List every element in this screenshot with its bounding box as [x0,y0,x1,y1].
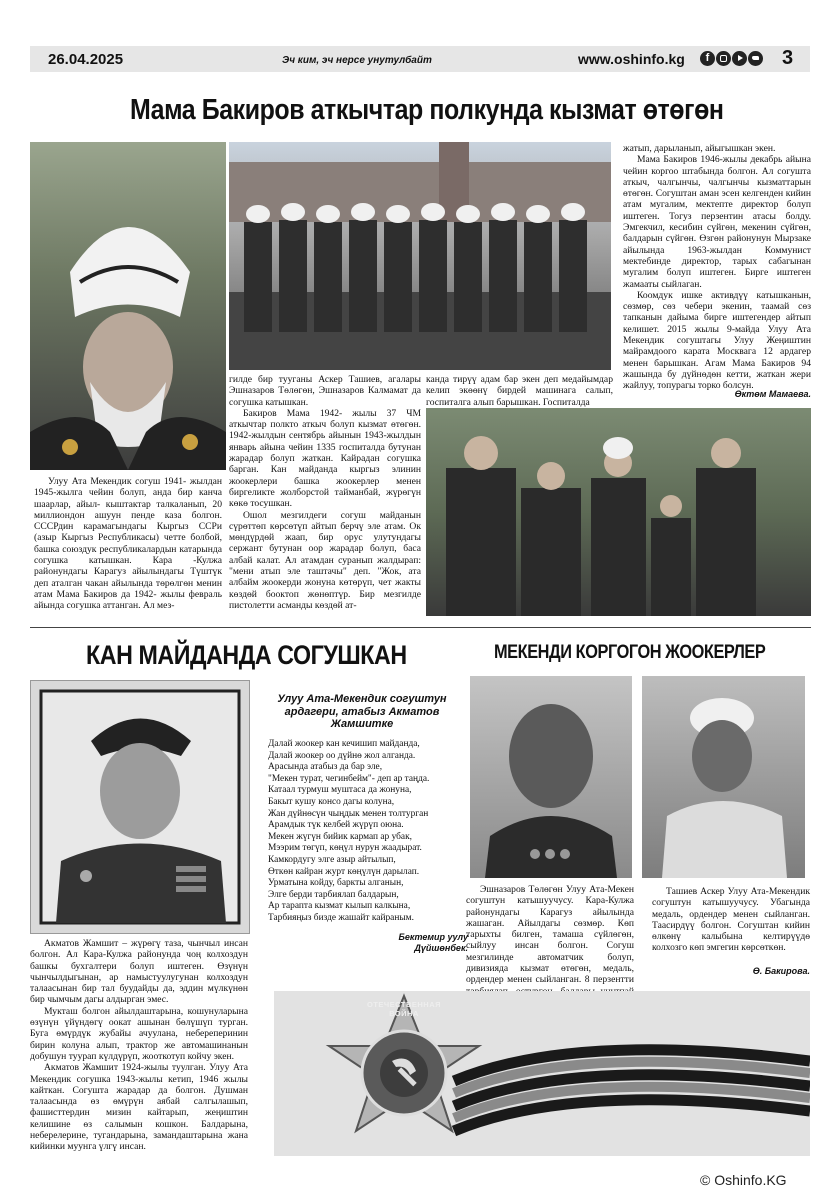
eshnazarov-portrait-photo [470,676,632,878]
article1-signature: Өктөм Мамаева. [734,389,811,399]
issue-date: 26.04.2025 [48,51,124,68]
poem-line: Бакыт кушу консо дагы колуна, [268,796,395,807]
article2-title: КАН МАЙДАНДА СОГУШКАН [86,640,407,670]
page-number: 3 [782,47,794,69]
poem-line: Арамдык түк келбей жүрүп оюна. [268,820,404,831]
article1-col1: Улуу Ата Мекендик согуш 1941- жылдан 1945-жылга чейин болуп, анда бир канча шаарлар, айыл- кыштактар талкаланып, 20 миллиондон ашуун пенде каза болгон. СССРдин карамагындагы Кыргыз ССРи (азыр Кыргыз Республикасы) четте болбой, башка союздук республикалардын катарында согушка катышкан. Кара -Кулжа районундагы Карагуз айылындагы Түштүк деп аталган чакан айылында төрөлгөн менин атам Мама Бакиров да 1942- жылы февраль айында согушка аттанган. Ал мез- [34,476,222,612]
article3-signature: Ө. Бакирова. [752,966,810,976]
poem-line: Ар тарапта кызмат кылып калкына, [268,901,411,912]
poem-line: Тарбияңыз бизде жашайт кайраным. [268,912,414,923]
slogan: Эч ким, эч нерсе унутулбайт [282,55,432,66]
poem-body [268,739,468,925]
instagram-icon[interactable] [716,51,731,66]
paragraph: Акматов Жамшит 1924-жылы туулган. Улуу Ата Мекендик согушка 1943-жылы кетип, 1946 жылы кайткан. Согушта жарадар да болгон. Душман талаасында өз өмүрүн аябай салгылашып, фашисттердин мизин кайтарып, жеңиштин келишине өз салымын кошкон. Балдарына, неберелерине, тугандарына, замандаштарына жана кийинки муунга үлгү инсан. [30,1062,248,1153]
paragraph: жатып, дарыланып, айыгышкан экен. [623,143,776,154]
poem-line: Урматына койду, баркты алганын, [268,878,404,889]
emblem-text: ОТЕЧЕСТВЕННАЯ ВОЙНА [366,1000,442,1018]
poem-line: Мээрим төгүп, көңүл нурун жаадырат. [268,843,422,854]
site-url[interactable]: www.oshinfo.kg [578,51,685,67]
veterans-group-moscow-photo [229,142,611,370]
poem-line: Өткөн кайран журт көңүлүн дарылап. [268,866,420,877]
paragraph: Коомдук ишке активдүү катышканын, сөзмөр, сөз чебери экенин, таамай сөз тапканын дайыма бирге иштегендер айтып келишет. 2015 жылы 9-майда Улуу Ата Мекендик согуштагы Улуу Жеңиштин майрамдоого карата Москвага 12 ардагер менен барышкан. Агам Мама Бакиров 94 жашында бу дүйнөдөн кетти, жаткан жери жайлуу, топурагы торко болсун. [623,289,811,392]
paragraph: Бакиров Мама 1942- жылы 37 ЧМ аткычтар полкто аткыч болуп кызмат өтөгөн. 1942-жылдын сентябрь айынын 1943-жылдын январь айына чейин 1335 госпиталда бутунан жарадар болуп жаткан. Кайрадан согушка барган. Кан майданда кыргыз элинин жоокерлери башка жоокерлер менен биргеликте жолборстой тайманбай, жүрөгүн көкө тосушкан. [229,407,421,510]
poem-line: Далай жоокер кан кечишип майданда, [268,739,420,749]
article1-title: Мама Бакиров аткычтар полкунда кызмат өтөгөн [130,94,724,126]
poem-line: Арасында атабыз да бар эле, [268,762,383,773]
article2-caption [30,938,248,1153]
poem-title: Улуу Ата-Мекендик согуштун ардагери, атабыз Акматов Жамшитке [277,693,447,730]
section-divider [30,627,811,628]
paragraph: гилде бир тууганы Аскер Ташиев, агалары Эшназаров Төлөгөн, Эшназаров Калмамат да согушка катышкан. [229,374,421,408]
paragraph: Мукташ болгон айылдаштарына, кошунуларына өзүнүн үйүндөгү оокат ашынан бөлүшүп турган. Буга өмүрдүк жубайы ачуулана, небереперинин бирин колуна алып, трактор же автомашинанын добушун туурап күлдүрүп, жооткотуп койчу экен. [30,1005,248,1062]
paragraph: Ошол мезгилдеги согуш майданын сүрөттөп көрсөтүп айтып берчү эле атам. Ок мөндүрдөй жаап, бир орус улутундагы сержант бутунан оор жарадар болуп, баса албай калат. Ал атамдан суранып жалдырап: "мени атып эле таштачы" деп. "Жок, ата албайм жоокерди жонуна көтөрүп, чет жакты көздөй бооктоп жөнөптүр. Бир мезгилде пистолетти асманды көздөй ат- [229,509,421,611]
poem-line: Жан дүйнөсүн чыңдык менен толтурган [268,808,429,819]
poem-signature-line1: Бектемир уулу [398,932,468,942]
poem-line: Катаал турмуш муштаса да жонуна, [268,785,412,796]
family-with-veteran-photo [426,408,811,616]
article1-col3: канда тирүү адам бар экен деп медайымдар келип экөөнү бирдей машинага салып, госпиталга алып барышкан. Госпиталда [426,374,613,408]
poem-line: Камкордугу элге азыр айтылып, [268,854,396,865]
paragraph: Мама Бакиров 1946-жылы декабрь айына чейин коргоо штабында болгон. Ал согушта аткыч, чалгынчы, чалгынчы кызматтарын өтөгөн. Согуштан аман эсен келгенден кийин атам мугалим, мектепте директор болуп иштеген. Тогуз перзентин атасы болду. Эмгекчил, кесибин сүйгөн, мекенин сүйгөн, балдарын сүйгөн. Өзгөн районунун Мырзаке айылында 1963-жылдан Коммунист мектебинде директор, тарых сабагынан мугалим болуп иштеген. Бирге иштеген жамааты сыйлаган. [623,154,811,290]
poem-line: Далай жоокер оо дүйнө жол алганда. [268,750,416,761]
facebook-icon[interactable]: f [700,51,715,66]
poem-line: "Мекен турат, чегинбейм"- деп ар таңда. [268,773,430,784]
article3-caption-right: Ташиев Аскер Улуу Ата-Мекендик согуштун катышуучусу. Убагында медаль, ордендер менен сыйланган. Таасирдүү болгон. Согуштан кийин өлкөнү калыбына келтирүүдө колхозго көп эмгегин көрсөткөн. [652,886,810,954]
social-icons [700,51,766,67]
twitter-icon[interactable] [748,51,763,66]
akmatov-portrait-photo [30,680,250,934]
tashiev-portrait-photo [642,676,805,878]
poem-line: Элге берди тарбиялап балдарын, [268,889,399,900]
paragraph: Акматов Жамшит – жүрөгү таза, чынчыл инсан болгон. Ал Кара-Кулжа районунда чоң колхоздун башкы бухгалтери болуп иштеген. Өзүнүн чынчылдыгынан, ар намыстуулугунан колхоздун талаасынан бир тал буудайды да, эддин мүлкүнөн бир чымчым дагы алдырган эмес. [30,938,248,1006]
poem-line: Мекен жүгүн бийик кармап ар убак, [268,831,412,842]
article3-title: МЕКЕНДИ КОРГОГОН ЖООКЕРЛЕР [494,642,766,663]
youtube-icon[interactable] [732,51,747,66]
poem-signature-line2: Дүйшөнбек. [414,943,468,953]
copyright: © Oshinfo.KG [700,1172,787,1188]
article3-caption-left: Эшназаров Төлөгөн Улуу Ата-Мекен согуштун катышуучусу. Кара-Кулжа районундагы Карагуз айылында жашаган. Айылдагы сөзмөр. Көп тарыхты билген, тамаша сүйлөгөн, сыйлуу инсан болгон. Согуш мезгилинде автоматчик болуп, дивизияда кызмат өтөгөн, медаль, ордендер менен сыйланган. 8 перзентти [466,884,634,986]
article1-col4 [623,143,811,392]
article1-col2 [229,374,421,611]
order-emblem-banner [274,991,810,1156]
veteran-portrait-photo [30,142,226,470]
